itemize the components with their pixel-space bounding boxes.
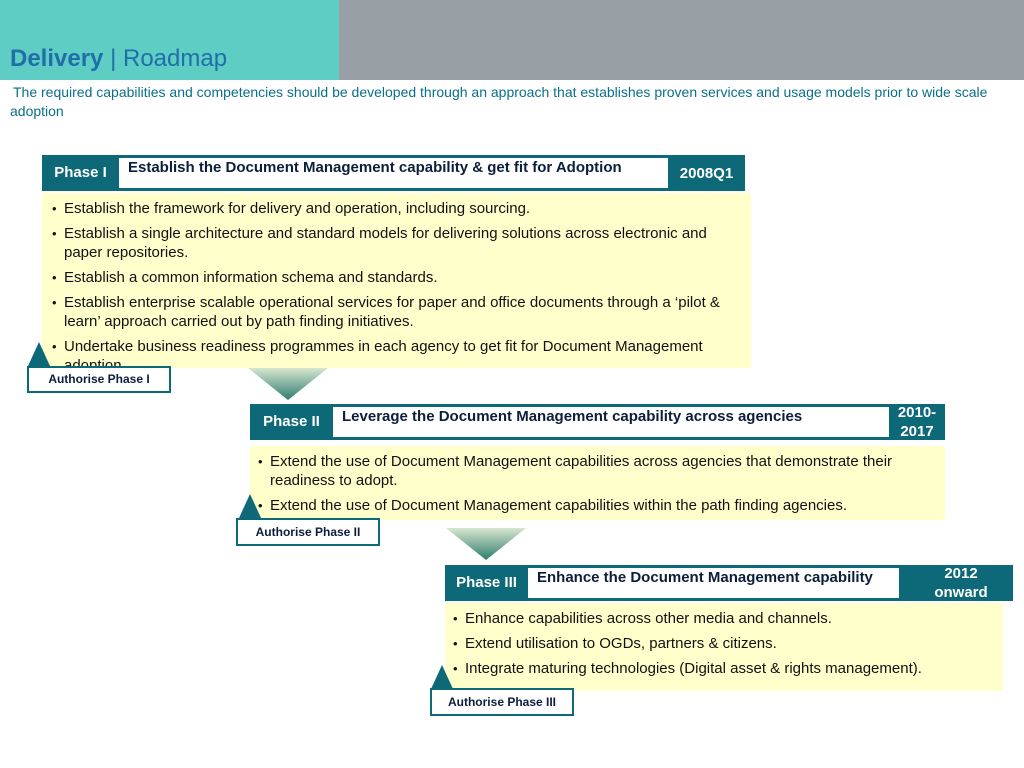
phase-1: [42, 155, 745, 369]
phase-2-label: Phase II: [263, 413, 320, 430]
page-title-light: Roadmap: [122, 45, 228, 72]
authorise-phase-2-button[interactable]: Authorise Phase II: [236, 518, 380, 546]
list-item: • Extend the use of Document Management capabilities across agencies that demonstrate their readiness to adopt.: [258, 452, 939, 490]
list-item: • Establish the framework for delivery and operation, including sourcing.: [52, 199, 745, 218]
phase-2-bullets: [258, 452, 939, 515]
phase-1-body: [42, 193, 751, 368]
list-item: • Undertake business readiness programmes in each agency to get fit for Document Management: [52, 337, 745, 375]
list-item: • Enhance capabilities across other media and channels.: [453, 609, 997, 628]
phase-2: [250, 404, 945, 520]
authorise-phase-3-button[interactable]: Authorise Phase III: [430, 688, 574, 716]
page-title-bold: Delivery: [10, 45, 104, 72]
list-item: • Establish enterprise scalable operational services for paper and office documents through a ‘pilot & learn’ approach carried out by path finding initiatives.: [52, 293, 745, 331]
page-title: [10, 45, 227, 73]
authorise-phase-2-marker: [239, 494, 261, 518]
header-band-grey: [339, 0, 1024, 80]
list-item: • Establish a single architecture and standard models for delivering solutions across electronic and paper repositories.: [52, 224, 745, 262]
authorise-phase-1-marker: [28, 342, 50, 366]
list-item: • Establish a common information schema and standards.: [52, 268, 745, 287]
list-item: • Extend utilisation to OGDs, partners & citizens.: [453, 634, 997, 653]
phase-2-body: [250, 446, 945, 520]
phase-1-bullets: [52, 199, 745, 375]
phase-2-title: Leverage the Document Management capability across agencies: [333, 407, 889, 437]
phase-1-date: 2008Q1: [679, 164, 734, 182]
phase-3-body: [445, 603, 1003, 691]
phase-1-label: Phase I: [54, 164, 107, 181]
phase-3-label: Phase III: [456, 574, 517, 591]
phase-3-bullets: [453, 609, 997, 678]
phase-3: [445, 565, 1013, 691]
authorise-phase-3-marker: [431, 665, 453, 689]
page-subtitle: The required capabilities and competencies should be developed through an approach that establishes proven services and usage models prior to wide scale adoption: [10, 84, 988, 119]
phase-3-date: 2012 onward: [934, 565, 988, 601]
list-item: • Integrate maturing technologies (Digital asset & rights management).: [453, 659, 997, 678]
list-item: • Extend the use of Document Management capabilities within the path finding agencies.: [258, 496, 939, 515]
authorise-phase-1-button[interactable]: Authorise Phase I: [27, 366, 171, 393]
phase-2-date: 2010-2017: [897, 404, 937, 440]
page-title-separator: |: [103, 45, 123, 72]
phase-3-title: Enhance the Document Management capability: [528, 568, 899, 598]
arrow-phase-1-to-2: [248, 368, 328, 402]
arrow-phase-2-to-3: [446, 528, 526, 562]
phase-1-title: Establish the Document Management capability & get fit for Adoption: [119, 158, 668, 188]
